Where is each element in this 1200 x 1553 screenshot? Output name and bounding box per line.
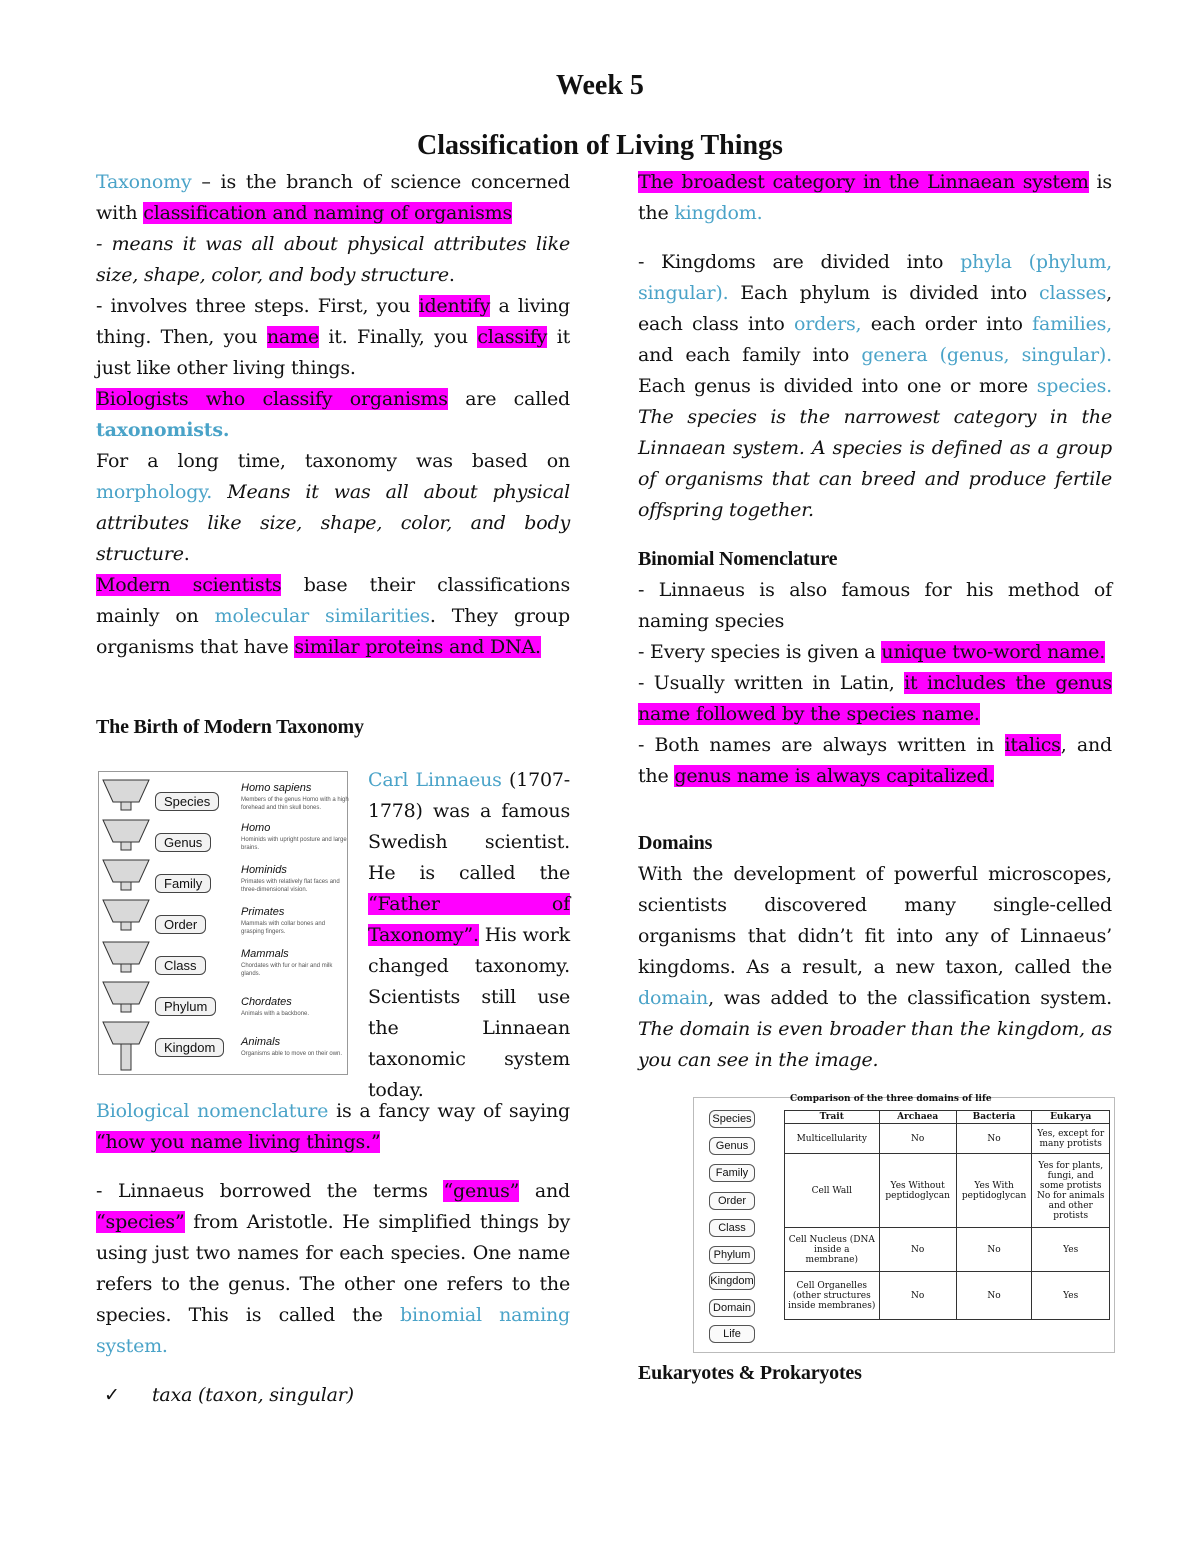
genera-term: genera (genus, singular). [861, 344, 1112, 366]
table-cell: No [879, 1124, 956, 1154]
domain-box-kingdom: Kingdom [709, 1272, 755, 1290]
funnel-desc-5: Animals with a backbone. [241, 1011, 310, 1017]
binomial-4-text-b: , and the [638, 734, 1113, 787]
steps-text-c: it. Finally, you [318, 326, 478, 348]
domain-figure-caption: Comparison of the three domains of life [790, 1094, 992, 1104]
taxa-bullet [96, 1380, 570, 1411]
biologists-paragraph [96, 384, 570, 446]
proteins-dna-highlight: similar proteins and DNA. [294, 636, 541, 658]
right-column [638, 167, 1112, 1076]
binomial-line-2 [638, 637, 1112, 668]
genus-species-name-highlight: it includes the genus name followed by the species name. [638, 672, 1113, 725]
funnel-label-class: Class [155, 956, 206, 975]
table-cell: No [879, 1272, 956, 1320]
name-highlight: name [266, 326, 319, 348]
borrow-text-c: from Aristotle. He simplified things by using just two names for each species. One name refers to the genus. The other one refers to the species. This is called the [96, 1211, 570, 1326]
table-cell: Yes Without peptidoglycan [879, 1154, 956, 1228]
modern-text-b: . They group organisms that have [96, 605, 570, 658]
taxonomy-funnel-figure [98, 771, 348, 1075]
domain-box-species: Species [709, 1110, 755, 1128]
taxonomy-means [96, 229, 570, 291]
steps-paragraph [96, 291, 570, 384]
table-header: Bacteria [956, 1111, 1032, 1124]
taxonomy-means-text: - means it was all about physical attributes like size, shape, color, and body structure [96, 233, 570, 286]
table-row [785, 1124, 1110, 1154]
broadest-paragraph [638, 167, 1112, 229]
table-cell: Yes [1032, 1228, 1110, 1272]
left-column-lower [96, 1096, 570, 1411]
domain-box-genus: Genus [709, 1137, 755, 1155]
kingdoms-paragraph [638, 247, 1112, 526]
funnel-label-phylum: Phylum [155, 997, 216, 1016]
table-cell: Cell Organelles (other structures inside membranes) [785, 1272, 880, 1320]
species-definition-italic: The species is the narrowest category in the Linnaean system. A species is defined as a group of organisms that can breed and produce fertile offspring together. [638, 406, 1112, 521]
genus-highlight: “genus” [443, 1180, 520, 1202]
borrow-text-a: - Linnaeus borrowed the terms [96, 1180, 444, 1202]
italics-highlight: italics [1004, 734, 1061, 756]
kingdoms-text-d: each order into [861, 313, 1033, 335]
funnel-desc-4: Chordates with fur or hair and milk glands. [241, 963, 333, 977]
steps-text-a: - involves three steps. First, you [96, 295, 419, 317]
nomenclature-paragraph [96, 1096, 570, 1158]
funnel-label-genus: Genus [155, 833, 211, 852]
biologists-text: are called [447, 388, 571, 410]
birth-heading: The Birth of Modern Taxonomy [96, 716, 364, 738]
binomial-naming-term: binomial naming system. [96, 1304, 571, 1357]
funnel-desc-6: Organisms able to move on their own. [241, 1051, 343, 1057]
carl-text-a: (1707-1778) was a famous Swedish scientist. He is called the [368, 769, 570, 884]
table-header: Eukarya [1032, 1111, 1110, 1124]
table-cell: Yes for plants, fungi, and some protists No for animals and other protists [1032, 1154, 1110, 1228]
orders-term: orders, [793, 313, 862, 335]
domain-box-family: Family [709, 1164, 755, 1182]
modern-scientists-highlight: Modern scientists [96, 574, 282, 596]
table-header-row [785, 1111, 1110, 1124]
binomial-heading: Binomial Nomenclature [638, 548, 838, 570]
linnaeus-paragraph [368, 765, 570, 1106]
morphology-term: morphology. [96, 481, 213, 503]
steps-text-d: it just like other living things. [96, 326, 571, 379]
identify-highlight: identify [418, 295, 491, 317]
two-word-name-highlight: unique two-word name. [881, 641, 1106, 663]
table-header: Archaea [879, 1111, 956, 1124]
funnel-title-3: Primates [241, 906, 285, 918]
table-cell: No [956, 1228, 1032, 1272]
funnel-desc-1: Hominids with upright posture and large brains. [241, 837, 347, 851]
table-cell: No [956, 1272, 1032, 1320]
modern-paragraph [96, 570, 570, 663]
nomenclature-text: is a fancy way of saying [328, 1100, 570, 1122]
funnel-title-2: Hominids [241, 864, 287, 876]
binomial-line-1: - Linnaeus is also famous for his method of naming species [638, 579, 1112, 632]
father-taxonomy-highlight: “Father of Taxonomy”. [368, 893, 570, 946]
classify-highlight: classify [477, 326, 548, 348]
kingdoms-text-f: Each genus is divided into one or more [638, 375, 1037, 397]
funnel-label-family: Family [155, 874, 211, 893]
eukaryotes-heading: Eukaryotes & Prokaryotes [638, 1362, 862, 1384]
domains-heading: Domains [638, 832, 713, 854]
funnel-title-1: Homo [241, 822, 271, 834]
page-title: Classification of Living Things [417, 130, 783, 161]
checkmark-icon: ✓ [104, 1384, 120, 1406]
classes-term: classes [1039, 282, 1107, 304]
taxonomists-term: taxonomists. [96, 419, 230, 441]
morphology-end: . [183, 543, 190, 565]
genus-capitalized-highlight: genus name is always capitalized. [674, 765, 995, 787]
domains-text-b: , was added to the classification system. [708, 987, 1112, 1009]
domains-text-a: With the development of powerful microscopes, scientists discovered many single-celled organisms that didn’t fit into any of Linnaeus’ kingdoms. As a result, a new taxon, called the [638, 863, 1112, 978]
binomial-line-3 [638, 668, 1112, 730]
steps-text-b: a living thing. Then, you [96, 295, 570, 348]
kingdoms-text-b: Each phylum is divided into [728, 282, 1039, 304]
domain-comparison-figure [693, 1094, 1115, 1353]
domain-box-class: Class [709, 1219, 755, 1237]
how-you-name-highlight: “how you name living things.” [96, 1131, 381, 1153]
table-header: Trait [785, 1111, 880, 1124]
broadest-text: is the [638, 171, 1112, 224]
table-cell: No [879, 1228, 956, 1272]
table-row [785, 1228, 1110, 1272]
morphology-paragraph [96, 446, 570, 570]
table-cell: Yes With peptidoglycan [956, 1154, 1032, 1228]
morphology-italic: Means it was all about physical attributes like size, shape, color, and body structure [96, 481, 570, 565]
species-term: species. [1036, 375, 1112, 397]
binomial-3-text: - Usually written in Latin, [638, 672, 905, 694]
table-cell: Yes, except for many protists [1032, 1124, 1110, 1154]
funnel-title-0: Homo sapiens [241, 782, 312, 794]
funnel-desc-0: Members of the genus Homo with a high forehead and thin skull bones. [241, 797, 349, 811]
funnel-title-6: Animals [241, 1036, 281, 1048]
binomial-2-text: - Every species is given a [638, 641, 882, 663]
kingdom-term: kingdom. [674, 202, 763, 224]
species-highlight: “species” [96, 1211, 185, 1233]
domain-box-order: Order [709, 1192, 755, 1210]
taxonomy-paragraph [96, 167, 570, 229]
taxa-text: taxa (taxon, singular) [152, 1384, 354, 1406]
taxonomy-term: Taxonomy [96, 171, 192, 193]
domain-table [784, 1110, 1110, 1320]
table-cell: Cell Wall [785, 1154, 880, 1228]
funnel-desc-3: Mammals with collar bones and grasping fingers. [241, 921, 326, 935]
domain-term: domain [638, 987, 709, 1009]
binomial-line-4 [638, 730, 1112, 792]
domain-box-life: Life [709, 1325, 755, 1343]
morphology-text: For a long time, taxonomy was based on [96, 450, 570, 472]
biological-nomenclature-term: Biological nomenclature [96, 1100, 329, 1122]
funnel-label-species: Species [155, 792, 219, 811]
carl-linnaeus-term: Carl Linnaeus [368, 769, 502, 791]
kingdoms-text-c: , each class into [638, 282, 1112, 335]
binomial-4-text-a: - Both names are always written in [638, 734, 1005, 756]
borrowed-paragraph [96, 1176, 570, 1362]
domains-paragraph [638, 859, 1112, 1076]
kingdoms-text-e: and each family into [638, 344, 862, 366]
biologists-highlight: Biologists who classify organisms [96, 388, 448, 410]
taxonomy-means-end: . [448, 264, 455, 286]
funnel-label-kingdom: Kingdom [155, 1038, 224, 1057]
domains-italic: The domain is even broader than the kingdom, as you can see in the image. [638, 1018, 1112, 1071]
broadest-highlight: The broadest category in the Linnaean system [638, 171, 1089, 193]
molecular-similarities-term: molecular similarities [214, 605, 430, 627]
taxonomy-highlight: classification and naming of organisms [143, 202, 513, 224]
table-cell: Cell Nucleus (DNA inside a membrane) [785, 1228, 880, 1272]
table-row [785, 1272, 1110, 1320]
funnel-title-5: Chordates [241, 996, 292, 1008]
funnel-desc-2: Primates with relatively flat faces and three-dimensional vision. [241, 879, 340, 893]
taxonomy-definition: – is the branch of science concerned with [96, 171, 570, 224]
phyla-term: phyla (phylum, singular). [638, 251, 1112, 304]
domain-box-phylum: Phylum [709, 1246, 755, 1264]
modern-text-a: base their classifications mainly on [96, 574, 570, 627]
funnel-title-4: Mammals [241, 948, 289, 960]
domain-box-domain: Domain [709, 1299, 755, 1317]
families-term: families, [1032, 313, 1112, 335]
left-column [96, 167, 570, 743]
week-title: Week 5 [556, 70, 644, 101]
table-cell: Yes [1032, 1272, 1110, 1320]
table-cell: Multicellularity [785, 1124, 880, 1154]
borrow-text-b: and [519, 1180, 570, 1202]
kingdoms-text-a: - Kingdoms are divided into [638, 251, 961, 273]
table-row [785, 1154, 1110, 1228]
table-cell: No [956, 1124, 1032, 1154]
funnel-label-order: Order [155, 915, 206, 934]
eukaryotes-section [638, 1358, 1112, 1389]
carl-text-b: His work changed taxonomy. Scientists still use the Linnaean taxonomic system today. [368, 924, 570, 1101]
